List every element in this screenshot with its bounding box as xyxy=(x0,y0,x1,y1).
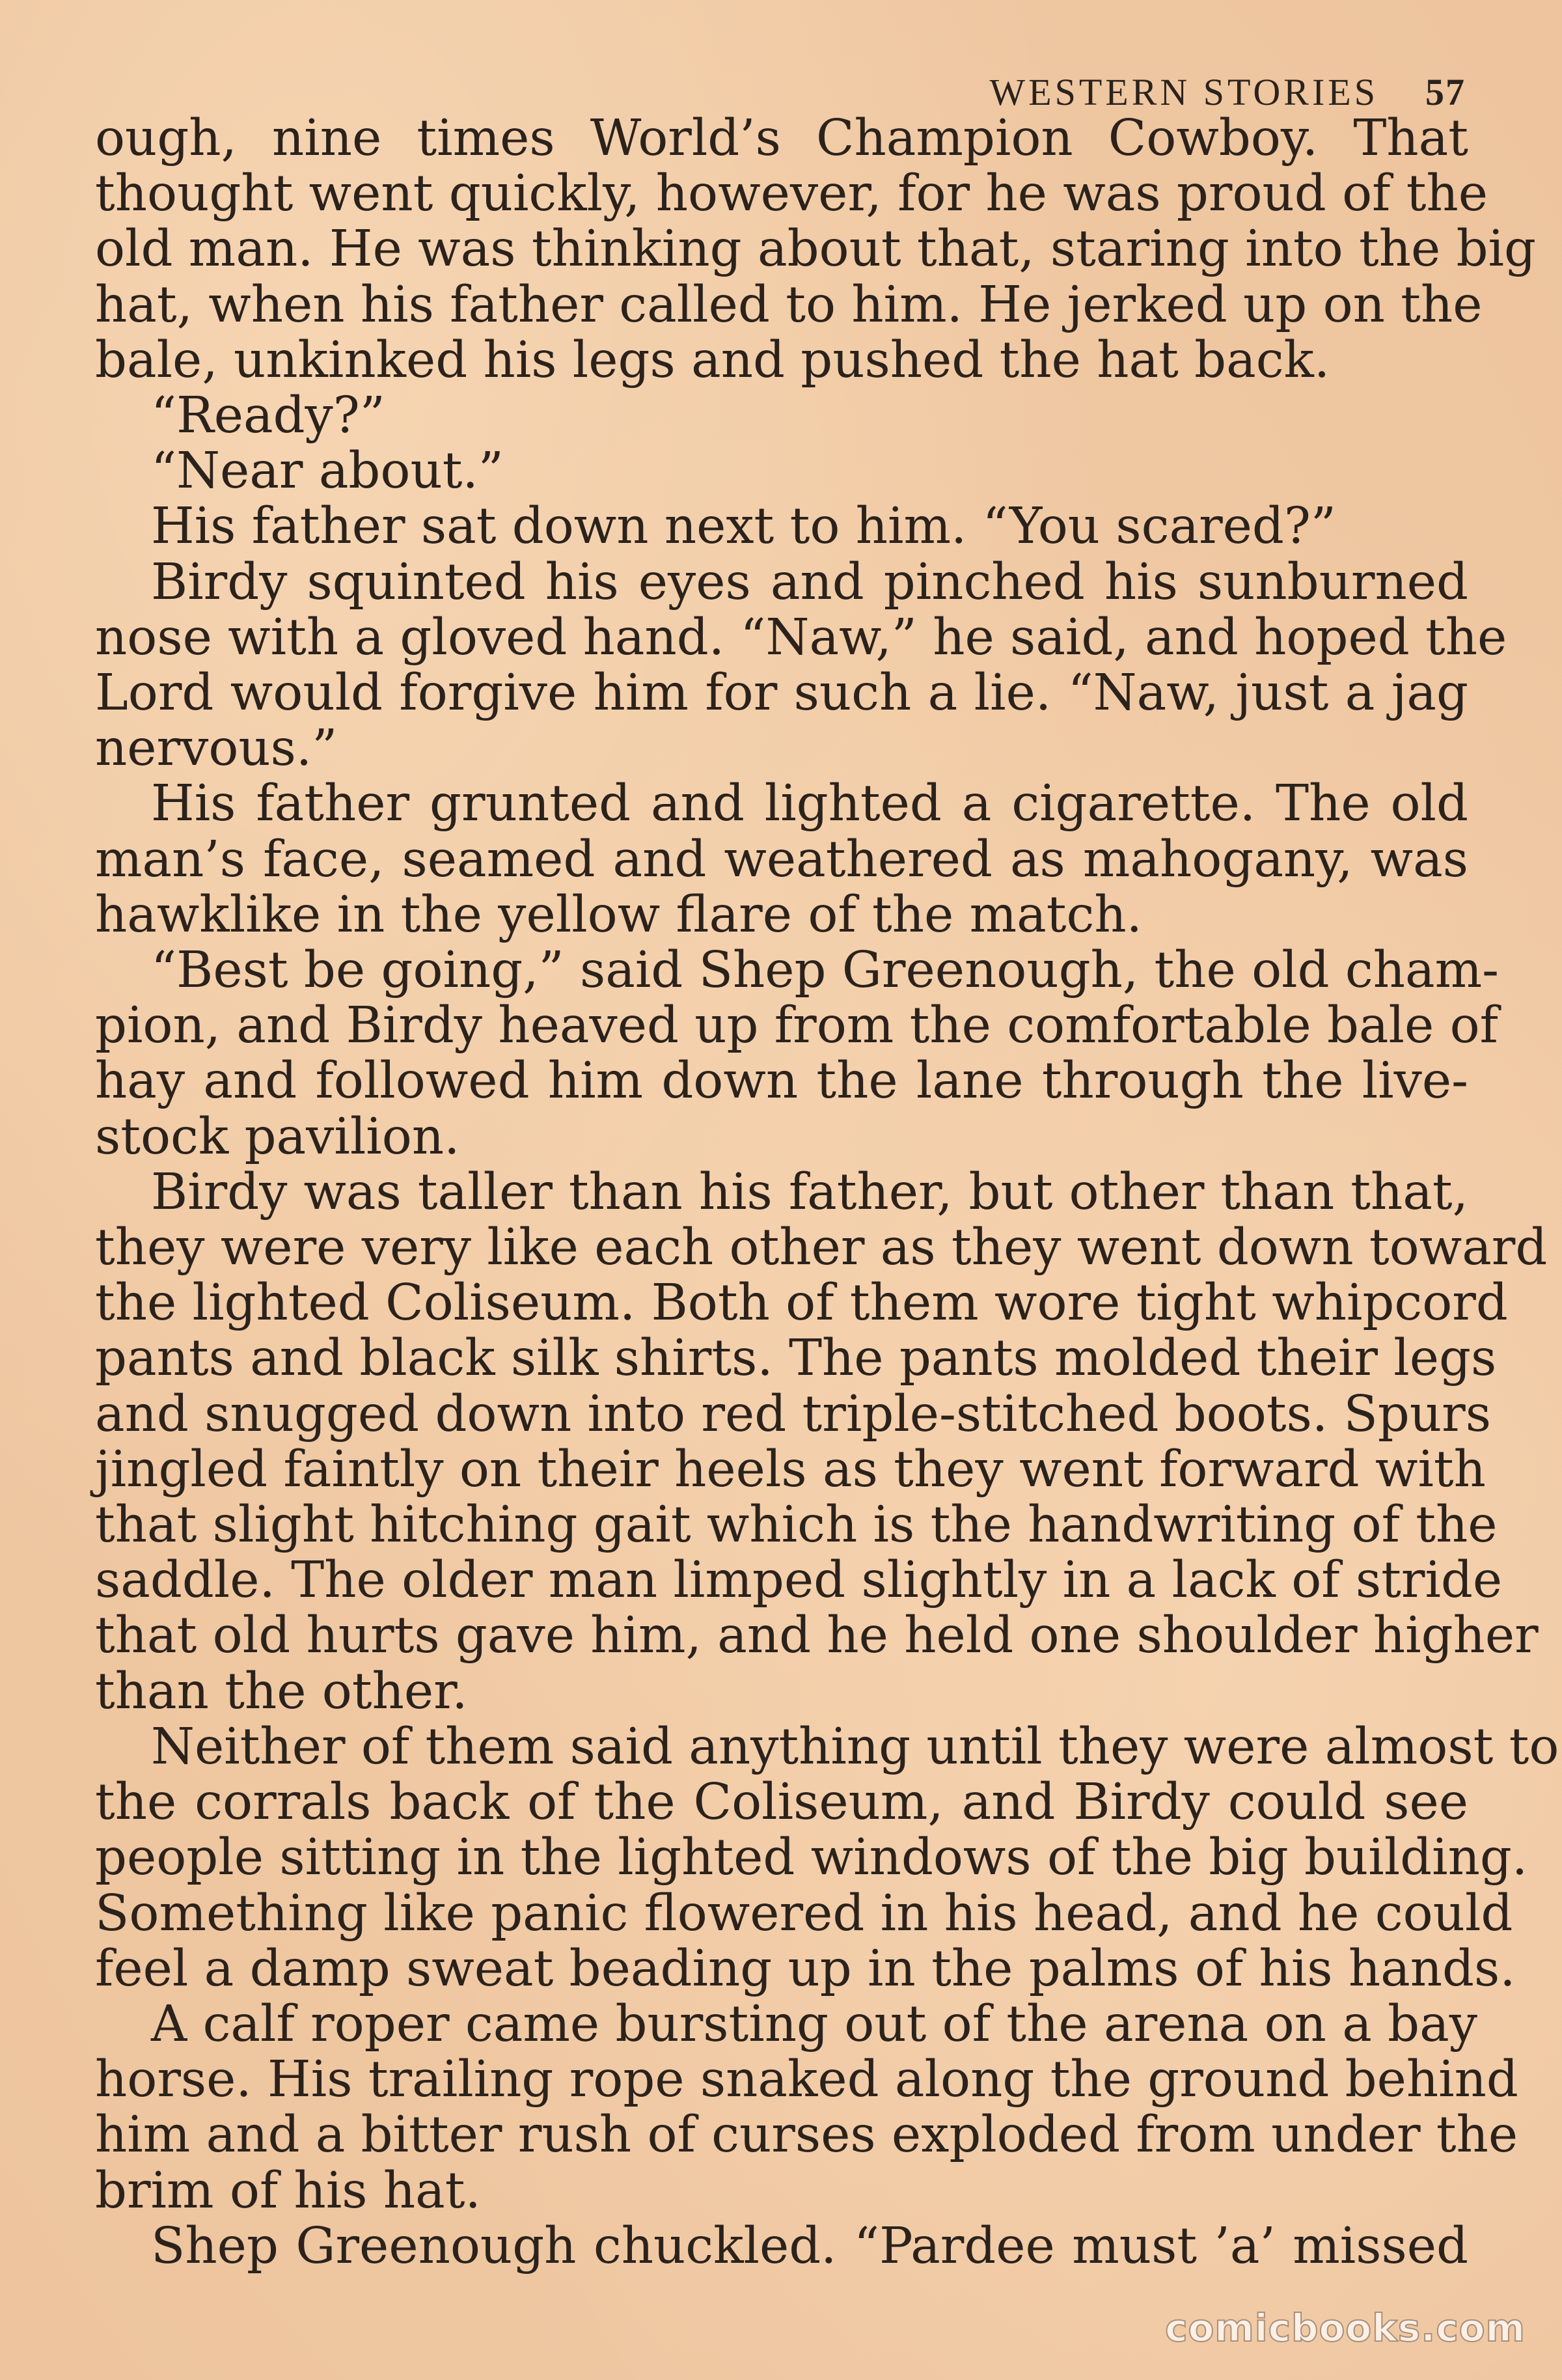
paragraph xyxy=(95,2219,1468,2274)
text-line: Neither of them said anything until they were almost to xyxy=(151,1717,1559,1776)
text-line: His father sat down next to him. “You scared?” xyxy=(151,497,1337,556)
paragraph xyxy=(95,499,1468,554)
paragraph xyxy=(95,388,1468,443)
story-text xyxy=(95,109,1559,2275)
text-line: that old hurts gave him, and he held one shoulder higher xyxy=(95,1607,1539,1665)
text-line: pants and black silk shirts. The pants molded their legs xyxy=(95,1329,1497,1388)
text-line: pion, and Birdy heaved up from the comfortable bale of xyxy=(95,997,1498,1055)
text-line: Something like panic flowered in his head, and he could xyxy=(95,1884,1513,1943)
text-line: “Near about.” xyxy=(151,442,504,501)
text-line: man’s face, seamed and weathered as mahogany, was xyxy=(95,830,1468,889)
paragraph xyxy=(95,553,1507,778)
text-line: nose with a gloved hand. “Naw,” he said, and hoped the xyxy=(95,608,1507,667)
paragraph xyxy=(95,443,1468,499)
watermark: comicbooks.com xyxy=(1165,2306,1526,2350)
text-line: than the other. xyxy=(95,1662,468,1721)
text-line: hat, when his father called to him. He jerked up on the xyxy=(95,275,1483,334)
text-line: brim of his hat. xyxy=(95,2161,481,2220)
text-line: the corrals back of the Coliseum, and Birdy could see xyxy=(95,1773,1468,1832)
text-line: Birdy squinted his eyes and pinched his sunburned xyxy=(151,553,1468,611)
paragraph xyxy=(95,1717,1559,1998)
text-line: him and a bitter rush of curses exploded from under the xyxy=(95,2106,1518,2165)
text-line: “Best be going,” said Shep Greenough, the old cham- xyxy=(151,941,1500,1000)
text-line: Birdy was taller than his father, but other than that, xyxy=(151,1163,1468,1221)
text-line: thought went quickly, however, for he was proud of the xyxy=(95,165,1488,223)
text-line: people sitting in the lighted windows of the big building. xyxy=(95,1829,1528,1887)
text-line: His father grunted and lighted a cigarette. The old xyxy=(151,775,1468,833)
text-line: feel a damp sweat beading up in the palms of his hands. xyxy=(95,1939,1516,1998)
text-line: the lighted Coliseum. Both of them wore tight whipcord xyxy=(95,1274,1508,1333)
text-line: horse. His trailing rope snaked along the ground behind xyxy=(95,2051,1518,2109)
text-line: Shep Greenough chuckled. “Pardee must ’a’ missed xyxy=(151,2217,1468,2275)
page-number: 57 xyxy=(1425,71,1466,113)
paragraph xyxy=(95,1163,1548,1721)
paragraph xyxy=(95,941,1500,1166)
paragraph xyxy=(95,109,1536,389)
text-line: they were very like each other as they went down toward xyxy=(95,1219,1548,1277)
text-line: A calf roper came bursting out of the arena on a bay xyxy=(151,1995,1477,2053)
text-line: saddle. The older man limped slightly in a lack of stride xyxy=(95,1551,1503,1610)
paragraph xyxy=(95,776,1468,943)
text-line: that slight hitching gait which is the handwriting of the xyxy=(95,1496,1498,1555)
magazine-title: WESTERN STORIES xyxy=(989,71,1378,113)
paragraph xyxy=(95,1995,1518,2220)
text-line: nervous.” xyxy=(95,719,338,778)
text-line: hawklike in the yellow flare of the match. xyxy=(95,885,1142,944)
text-line: Lord would forgive him for such a lie. “Naw, just a jag xyxy=(95,664,1468,723)
text-line: hay and followed him down the lane through the live- xyxy=(95,1052,1468,1111)
text-line: ough, nine times World’s Champion Cowboy. That xyxy=(95,109,1468,167)
text-line: bale, unkinked his legs and pushed the hat back. xyxy=(95,331,1330,389)
text-line: and snugged down into red triple-stitched boots. Spurs xyxy=(95,1385,1491,1443)
text-line: stock pavilion. xyxy=(95,1107,460,1166)
text-line: old man. He was thinking about that, staring into the big xyxy=(95,220,1536,279)
text-line: jingled faintly on their heels as they went forward with xyxy=(95,1440,1486,1499)
text-line: “Ready?” xyxy=(151,387,385,445)
running-head xyxy=(989,70,1466,114)
